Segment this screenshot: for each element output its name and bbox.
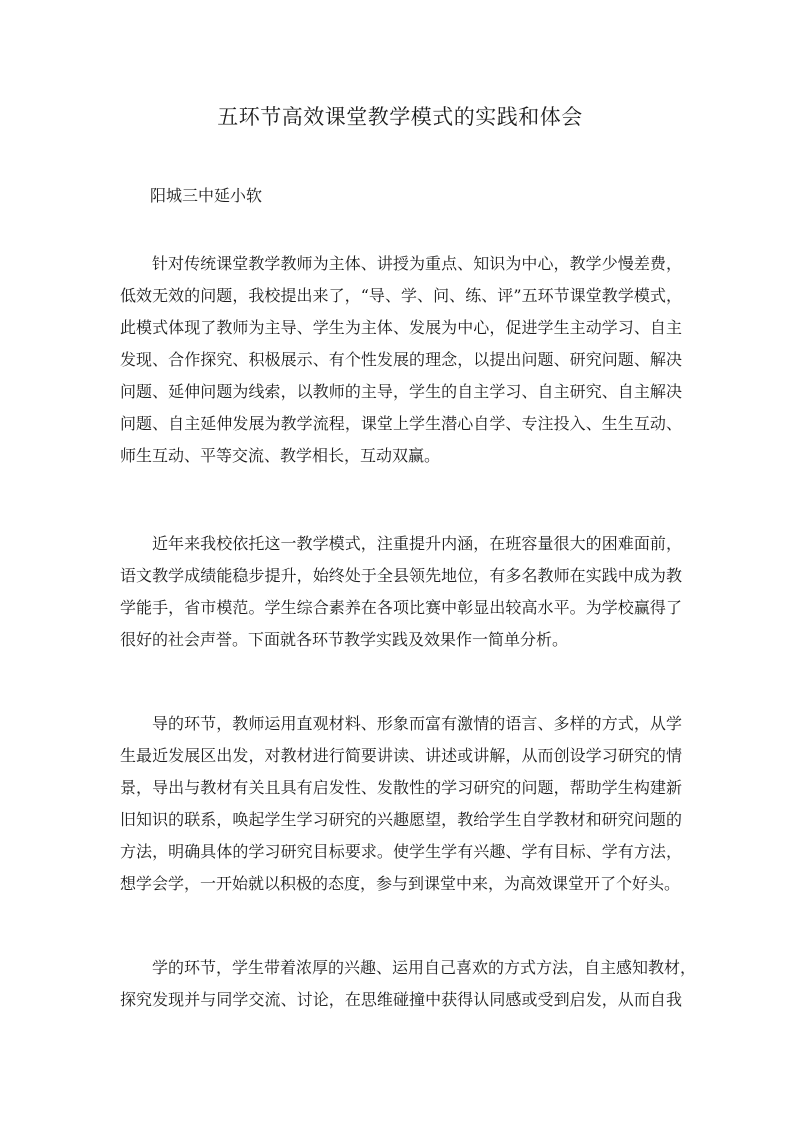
- author-line: 阳城三中延小软: [150, 186, 263, 205]
- paragraph-line: 师生互动、平等交流、教学相长，互动双赢。: [120, 446, 441, 465]
- paragraph-3: [120, 708, 682, 900]
- paragraph-line: 近年来我校依托这一教学模式，注重提升内涵，在班容量很大的困难面前，: [152, 534, 682, 553]
- paragraph-line: 学能手，省市模范。学生综合素养在各项比赛中彰显出较高水平。为学校赢得了: [120, 598, 682, 617]
- paragraph-line: 探究发现并与同学交流、讨论，在思维碰撞中获得认同感或受到启发，从而自我: [120, 990, 682, 1009]
- paragraph-1: [120, 248, 682, 472]
- paragraph-line: 很好的社会声誉。下面就各环节教学实践及效果作一简单分析。: [120, 630, 569, 649]
- paragraph-4: [120, 952, 697, 1016]
- paragraph-line: 方法，明确具体的学习研究目标要求。使学生学有兴趣、学有目标、学有方法，: [120, 842, 682, 861]
- paragraph-line: 低效无效的问题，我校提出来了，“导、学、问、练、评”五环节课堂教学模式，: [120, 286, 682, 305]
- paragraph-line: 问题、自主延伸发展为教学流程，课堂上学生潜心自学、专注投入、生生互动、: [120, 414, 682, 433]
- paragraph-line: 想学会学，一开始就以积极的态度，参与到课堂中来，为高效课堂开了个好头。: [120, 874, 681, 893]
- paragraph-line: 此模式体现了教师为主导、学生为主体、发展为中心，促进学生主动学习、自主: [120, 318, 682, 337]
- paragraph-line: 发现、合作探究、积极展示、有个性发展的理念，以提出问题、研究问题、解决: [120, 350, 682, 369]
- paragraph-line: 景，导出与教材有关且具有启发性、发散性的学习研究的问题，帮助学生构建新: [120, 778, 682, 797]
- paragraph-line: 针对传统课堂教学教师为主体、讲授为重点、知识为中心，教学少慢差费，: [152, 254, 682, 273]
- document-title: 五环节高效课堂教学模式的实践和体会: [217, 105, 583, 129]
- paragraph-line: 学的环节，学生带着浓厚的兴趣、运用自己喜欢的方式方法，自主感知教材，: [152, 958, 697, 977]
- paragraph-2: [120, 528, 682, 656]
- paragraph-line: 语文教学成绩能稳步提升，始终处于全县领先地位，有多名教师在实践中成为教: [120, 566, 682, 585]
- paragraph-line: 生最近发展区出发，对教材进行简要讲读、讲述或讲解，从而创设学习研究的情: [120, 746, 682, 765]
- paragraph-line: 旧知识的联系，唤起学生学习研究的兴趣愿望，教给学生自学教材和研究问题的: [120, 810, 682, 829]
- paragraph-line: 导的环节，教师运用直观材料、形象而富有激情的语言、多样的方式，从学: [152, 714, 682, 733]
- paragraph-line: 问题、延伸问题为线索，以教师的主导，学生的自主学习、自主研究、自主解决: [120, 382, 682, 401]
